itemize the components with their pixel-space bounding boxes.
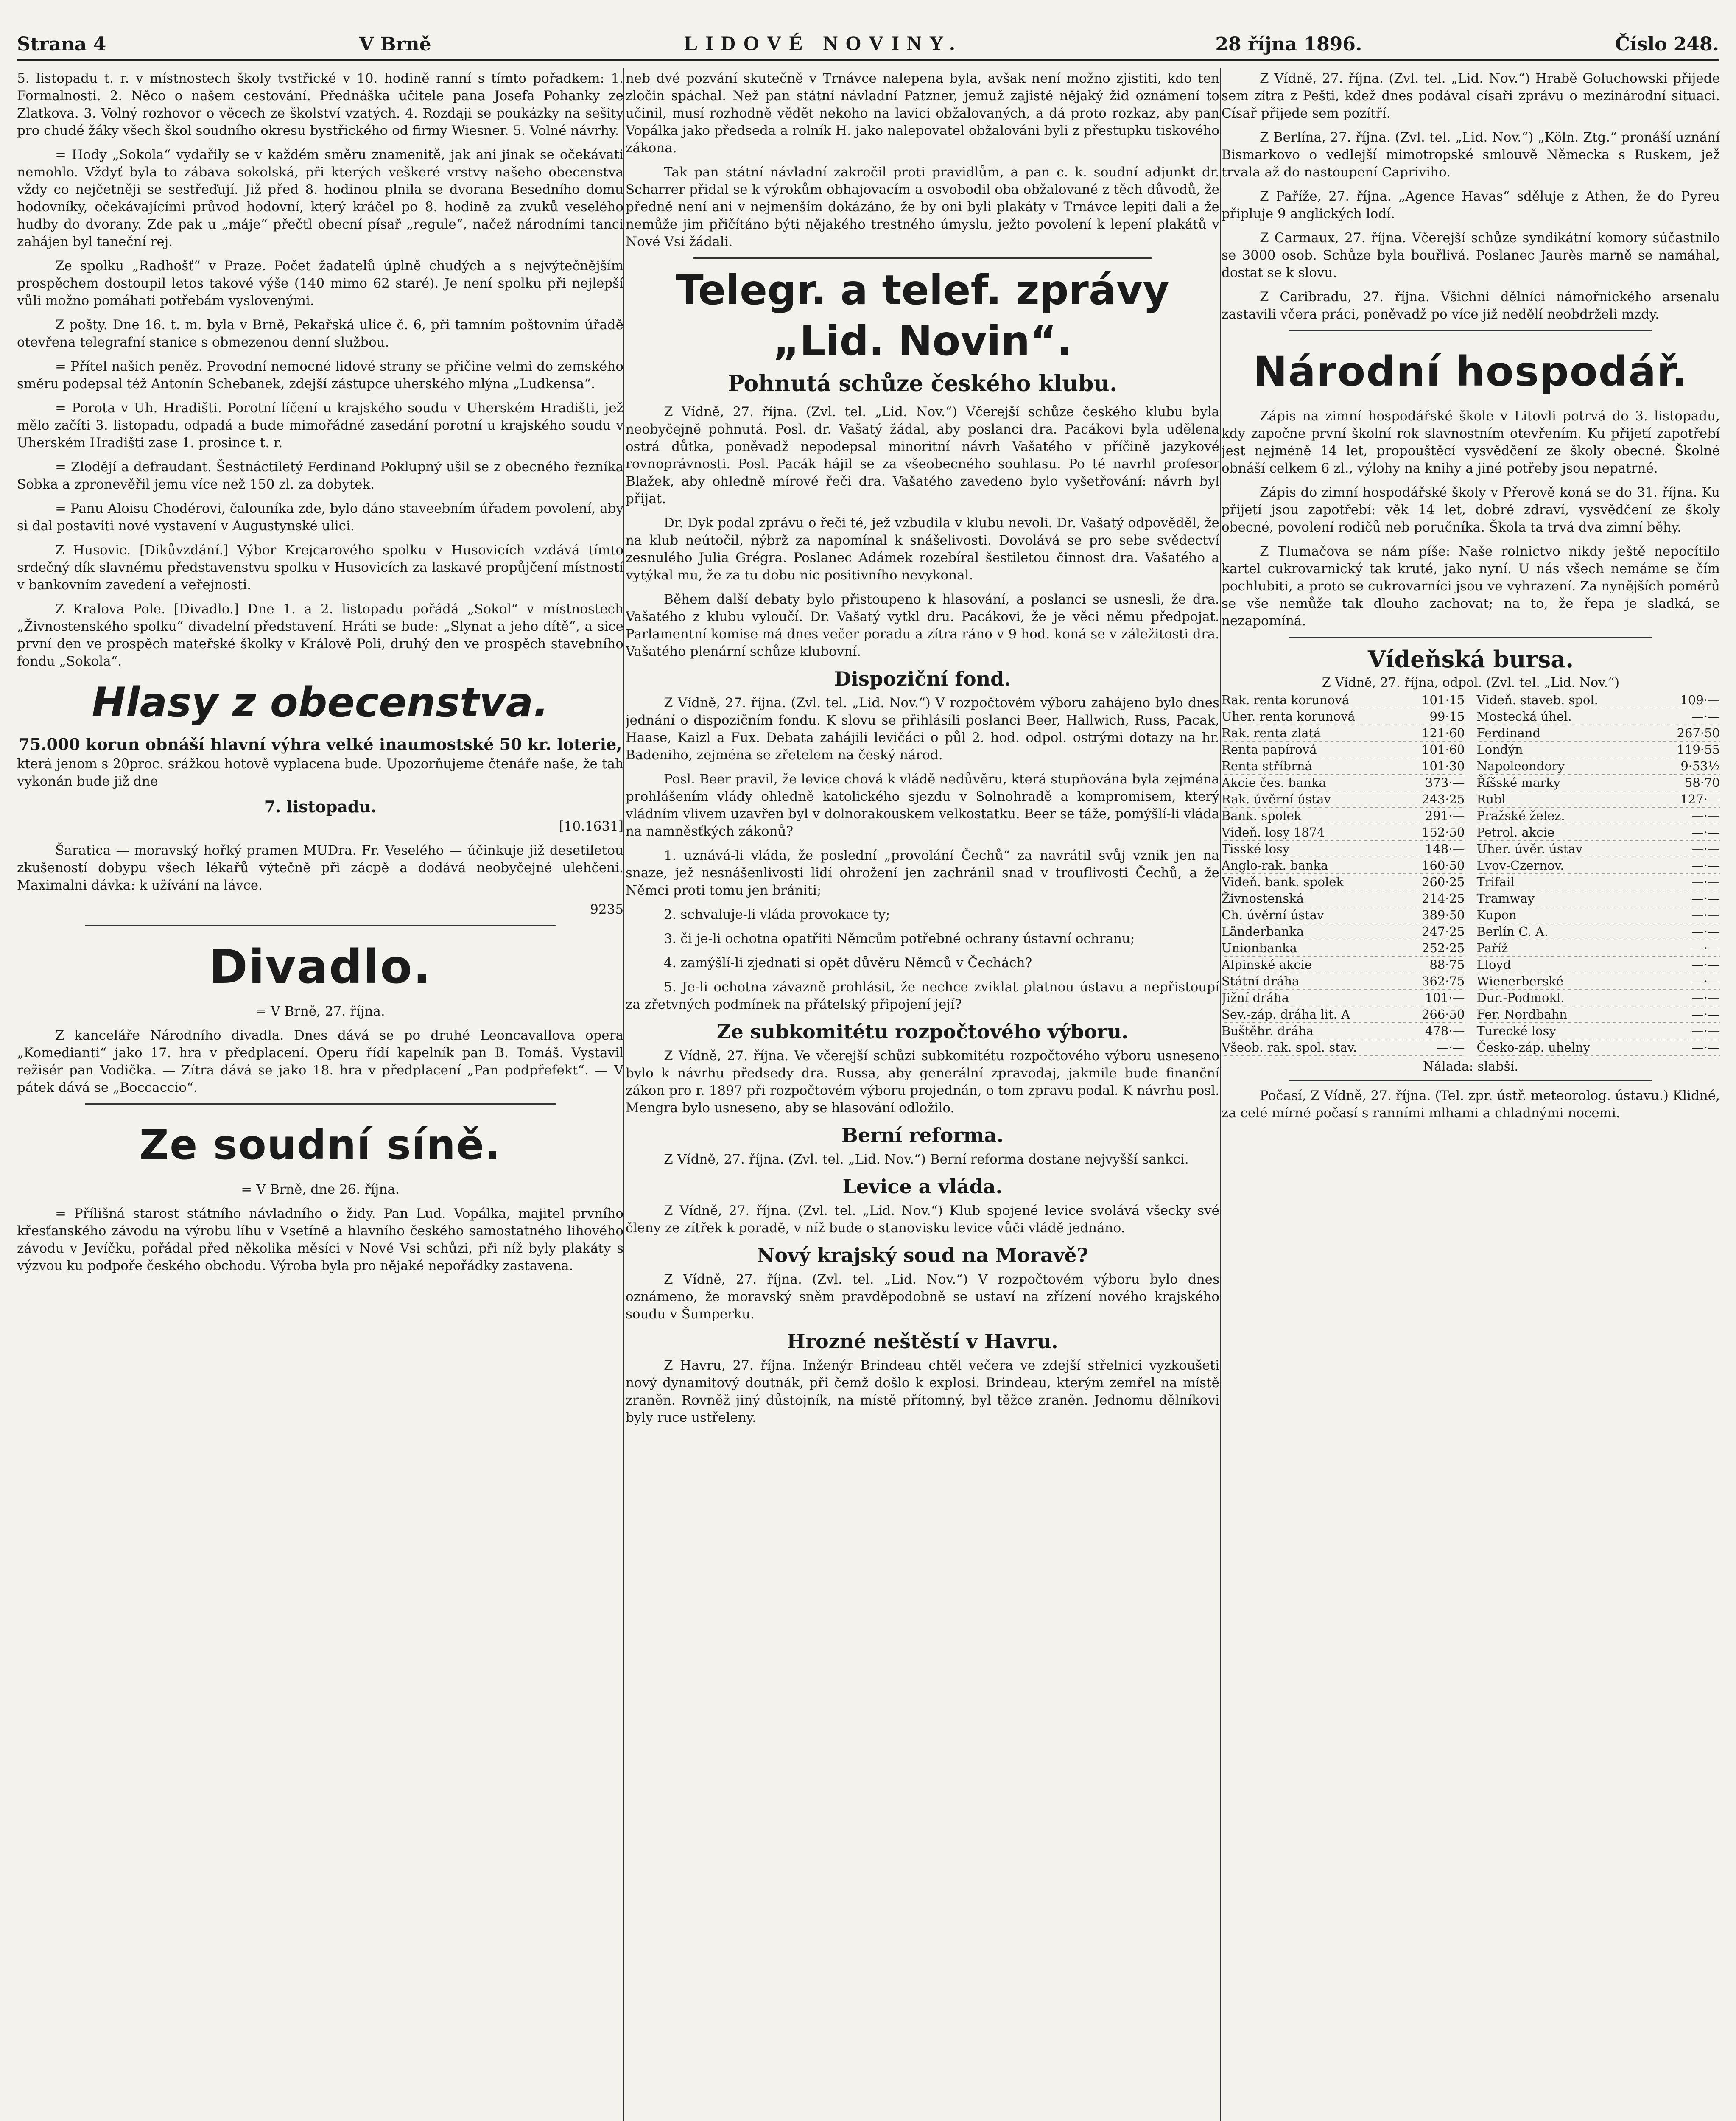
bursa-row <box>1222 775 1465 791</box>
header-rule <box>17 59 1719 61</box>
masthead: LIDOVÉ NOVINY. <box>684 32 962 55</box>
bursa-security-price: 267·50 <box>1677 726 1720 740</box>
bursa-security-name: Česko-záp. uhelny <box>1476 1040 1590 1055</box>
divider <box>85 1103 556 1105</box>
bursa-security-price: —·— <box>1691 1024 1720 1038</box>
bursa-security-price: 373·— <box>1425 775 1465 790</box>
bursa-security-name: Rak. renta zlatá <box>1222 726 1321 740</box>
bursa-row <box>1477 940 1720 957</box>
article-text: Tak pan státní návladní zakročil proti pravidlům, a pan c. k. soudní adjunkt dr. Scharrer přidal se k výrokům obhajovacím a osvobodil oba obžalované z těch důvodů, že předně není ani v nejmenším dokázáno, že by oni byli plakáty v Trnávce lepiti dali a že nemůže jim přičítáno býti nějakého trestného úmyslu, ježto povolení k lepení plakátů v Nové Vsi žádali. <box>626 165 1219 249</box>
bursa-row <box>1477 973 1720 990</box>
bursa-security-name: Uher. úvěr. ústav <box>1476 842 1583 856</box>
page-number: Strana 4 <box>17 34 106 55</box>
bursa-security-price: —·— <box>1691 957 1720 972</box>
bursa-security-name: Říšské marky <box>1476 775 1560 790</box>
bursa-security-name: Sev.-záp. dráha lit. A <box>1222 1007 1350 1021</box>
bursa-row <box>1477 725 1720 742</box>
bursa-security-name: Anglo-rak. banka <box>1222 858 1328 873</box>
bursa-security-price: 119·55 <box>1677 742 1720 757</box>
article-text: Z pošty. Dne 16. t. m. byla v Brně, Pekařská ulice č. 6, při tamním poštovním úřadě otevřena telegrafní stanice s obmezenou denní službou. <box>17 317 623 350</box>
article-text: Z Vídně, 27. října. (Zvl. tel. „Lid. Nov.“) Hrabě Goluchowski přijede sem zítra z Pešti, kdež dnes podával císaři zprávu o mezinárodní situaci. Císař přijede sem pozítří. <box>1222 71 1720 121</box>
bursa-row <box>1477 1039 1720 1056</box>
question-item: 5. Je-li ochotna závazně prohlásit, že nechce zviklat platnou ústavu a nepřistoupí za zřetvných podmínek na přátelský připojení její? <box>626 979 1219 1012</box>
bursa-row <box>1477 857 1720 874</box>
bursa-row <box>1222 1023 1465 1039</box>
bursa-row <box>1477 808 1720 824</box>
bursa-security-name: Bank. spolek <box>1222 809 1302 823</box>
bursa-row <box>1222 791 1465 808</box>
article-text: Z Kralova Pole. [Divadlo.] Dne 1. a 2. listopadu pořádá „Sokol“ v místnostech „Živnostenského spolku“ divadelní představení. Hráti se bude: „Slynat a jeho dítě“, a sice první den ve prospěch mateřské školky v Králově Poli, druhý den ve prospěch stavebního fondu „Sokola“. <box>17 602 623 669</box>
bursa-security-name: Ferdinand <box>1476 726 1541 740</box>
article-text: Z Caribradu, 27. října. Všichni dělníci námořnického arsenalu zastavili včera práci, poněvadž po více již nedělí neobdrželi mzdy. <box>1222 289 1720 322</box>
bursa-security-price: —·— <box>1691 908 1720 922</box>
bursa-security-price: 152·50 <box>1422 825 1465 839</box>
article-text: Z Tlumačova se nám píše: Naše rolnictvo nikdy ještě nepocítilo kartel cukrovarnický tak kruté, jako nyní. U nás všech nemáme se čím pochlubiti, a proto se cukrovarníci jsou ve vyhrazení. Za nynějších poměrů se vše nemůže tak dlouho zachovat; na to, že řepa je sladká, se nezapomíná. <box>1222 544 1720 629</box>
bursa-security-name: Turecké losy <box>1476 1024 1556 1038</box>
bursa-security-name: Londýn <box>1476 742 1523 757</box>
bursa-row <box>1222 973 1465 990</box>
bursa-security-price: —·— <box>1691 891 1720 906</box>
bursa-row <box>1477 890 1720 907</box>
divider <box>1289 637 1652 638</box>
bursa-row <box>1477 742 1720 758</box>
bursa-security-name: Jižní dráha <box>1222 991 1289 1005</box>
bursa-row <box>1222 692 1465 708</box>
lottery-ad-text: která jenom s 20proc. srážkou hotově vyplacena bude. Upozorňujeme čtenáře naše, že tah vykonán bude již dne <box>17 756 623 789</box>
bursa-security-name: Kupon <box>1476 908 1517 922</box>
bursa-row <box>1222 742 1465 758</box>
bursa-security-name: Tramway <box>1476 891 1535 906</box>
article-text: Z Vídně, 27. října. (Zvl. tel. „Lid. Nov.“) Klub spojené levice svolává všecky své členy ze zítřek k poradě, v níž bude o stanovisku levice vůči vládě jednáno. <box>626 1203 1219 1236</box>
bursa-security-price: 88·75 <box>1429 957 1465 972</box>
bursa-security-name: Videň. bank. spolek <box>1222 875 1344 889</box>
bursa-security-price: —·— <box>1691 924 1720 939</box>
bursa-table <box>1222 692 1720 1056</box>
article-text: Dr. Dyk podal zprávu o řeči té, jež vzbudila v klubu nevoli. Dr. Vašatý odpověděl, že na klub neútočil, nýbrž za napomínal k snášelivosti. Dovolává se pro sebe svědectví zesnulého Julia Grégra. Poslanec Adámek rozebíral šestiletou činnost dra. Vašatého a vytýkal mu, že za tu dobu nic positivního nevykonal. <box>626 515 1219 583</box>
bursa-security-name: Mostecká úhel. <box>1476 709 1572 724</box>
bursa-security-price: 478·— <box>1425 1024 1465 1038</box>
section-title-divadlo: Divadlo. <box>209 940 432 994</box>
bursa-row <box>1477 841 1720 857</box>
header-city: V Brně <box>359 34 431 55</box>
bursa-security-name: Videň. losy 1874 <box>1222 825 1325 839</box>
article-text: Posl. Beer pravil, že levice chová k vládě nedůvěru, která stupňována byla zejména prohlášením vlády ohledně katolického sjezdu v Solnohradě a kompromisem, který vládním vlivem uzavřen byl v dolnorakouskem velkostatku. Beer se táže, pomýšlí-li vláda na namněsťkých zákonů? <box>626 772 1219 839</box>
lottery-ad-ref: [10.1631] <box>559 819 623 834</box>
lottery-ad-date: 7. listopadu. <box>264 797 377 816</box>
article-text: Z Paříže, 27. října. „Agence Havas“ sděluje z Athen, že do Pyreu připluje 9 anglických lodí. <box>1222 189 1720 221</box>
bursa-security-name: Lvov-Czernov. <box>1476 858 1564 873</box>
article-text: Z Vídně, 27. října. (Zvl. tel. „Lid. Nov.“) Včerejší schůze českého klubu byla neobyčejně pohnutá. Posl. dr. Vašatý žádal, aby poslanci dra. Pacákovi byla udělena ostrá důtka, poněvadž nepodepsal minoritní návrh Vašatého v příčině jazykové rovnoprávnosti. Posl. Pacák hájil se za všeobecného souhlasu. Po té navrhl profesor Blažek, aby ohledně mírové řeči dra. Vašatého zavedeno bylo vyšetřování: návrh byl přijat. <box>626 404 1219 506</box>
bursa-row <box>1222 758 1465 775</box>
section-title-narodni: Národní hospodář. <box>1253 348 1688 395</box>
bursa-security-price: —·— <box>1691 941 1720 955</box>
question-item: 3. či je-li ochotna opatřiti Němcům potřebné ochrany ústavní ochranu; <box>664 931 1135 946</box>
bursa-row <box>1222 957 1465 973</box>
bursa-security-price: 214·25 <box>1422 891 1465 906</box>
bursa-security-name: Rubl <box>1476 792 1506 806</box>
bursa-security-name: Rak. renta korunová <box>1222 693 1350 707</box>
bursa-row <box>1222 990 1465 1006</box>
bursa-column-right <box>1477 692 1720 1056</box>
bursa-security-price: —·— <box>1691 858 1720 873</box>
bursa-security-name: Petrol. akcie <box>1476 825 1555 839</box>
bursa-security-price: 9·53½ <box>1680 759 1720 773</box>
mineral-water-ad-ref: 9235 <box>590 902 623 917</box>
bursa-security-price: 99·15 <box>1429 709 1465 724</box>
bursa-security-name: Unionbanka <box>1222 941 1297 955</box>
bursa-row <box>1477 692 1720 708</box>
article-text: Zápis do zimní hospodářské školy v Přerově koná se do 31. října. Ku přijetí jsou zapotřebí: věk 14 let, dobré zdraví, vysvědčení ze školy obecné, povolení rodičů neb poručníka. Škola ta trvá dva zimní běhy. <box>1222 485 1720 535</box>
bursa-security-price: —·— <box>1691 1007 1720 1021</box>
article-text: = Hody „Sokola“ vydařily se v každém směru znamenitě, jak ani jinak se očekávati nemohlo. Vždyť byla to zábava sokolská, při kterých veškeré vrstvy našeho obecenstva vždy co nejčetněji se sestřeďují. Již před 8. hodinou plnila se dvorana Besedního domu hodovníky, očekávajícími průvod hodovní, který kráčel po 8. hodině za zvuků veselého hudby do dvorany. Zde pak u „máje“ přečtl obecní písař „regule“, načež národními tanci zahájen byl taneční rej. <box>17 147 623 249</box>
bursa-security-price: —·— <box>1691 842 1720 856</box>
subheading: Hrozné neštěstí v Havru. <box>787 1330 1058 1353</box>
bursa-row <box>1477 824 1720 841</box>
article-text: = Přítel našich peněz. Provodní nemocné lidové strany se přičine velmi do zemského směru podepsal též Antonín Schebanek, zdejší zástupce uherského mlýna „Ludkensa“. <box>17 359 623 392</box>
bursa-security-price: 160·50 <box>1422 858 1465 873</box>
bursa-row <box>1477 907 1720 923</box>
column-divider <box>1220 68 1221 2121</box>
question-item: 4. zamýšlí-li zjednati si opět důvěru Němců v Čechách? <box>664 955 1032 971</box>
bursa-row <box>1222 940 1465 957</box>
bursa-row <box>1477 775 1720 791</box>
bursa-security-name: Alpinské akcie <box>1222 957 1312 972</box>
subheading: Dispoziční fond. <box>834 667 1011 690</box>
bursa-security-name: Renta stříbrná <box>1222 759 1312 773</box>
bursa-row <box>1477 874 1720 890</box>
bursa-row <box>1222 725 1465 742</box>
article-text: Z Vídně, 27. října. (Zvl. tel. „Lid. Nov.“) V rozpočtovém výboru zahájeno bylo dnes jednání o dispozičním fondu. K slovu se přihlásili poslanci Beer, Hallwich, Russ, Pacak, Haase, Kaizl a Fux. Debata zahájili levičáci o půl 2. hod. odpol. ostrými dotazy na hr. Badeniho, zejména se zřetelem na český národ. <box>626 695 1219 763</box>
article-text: = Panu Aloisu Chodérovi, čalouníka zde, bylo dáno staveebním úřadem povolení, aby si dal postaviti nové vystavení v Augustynské ulici. <box>17 501 623 534</box>
bursa-security-name: Renta papírová <box>1222 742 1317 757</box>
bursa-row <box>1477 957 1720 973</box>
article-text: Z Berlína, 27. října. (Zvl. tel. „Lid. Nov.“) „Köln. Ztg.“ pronáší uznání Bismarkovo o vedlejší mimotropské smlouvě Německa s Ruskem, jež trvala až do nastoupení Capriviho. <box>1222 130 1720 180</box>
question-item: 1. uznává-li vláda, že poslední „provolání Čechů“ za navrátil svůj vznik jen na snaze, jež nesnášenlivosti lidí ohrožení jen zachránil snad v trouflivosti Čechů, a že Němci proti tomu jen brániti; <box>626 848 1219 898</box>
article-text: Z kanceláře Národního divadla. Dnes dává se po druhé Leoncavallova opera „Komedianti“ jako 17. hra v předplacení. Operu řídí kapelník pan B. Tomáš. Vystavil režisér pan Vodička. — Zítra dává se jako 18. hra v předplacení „Pan podpřefekt“. — V pátek dává se „Boccaccio“. <box>17 1028 623 1095</box>
bursa-security-name: Trifail <box>1476 875 1515 889</box>
subheading: Pohnutá schůze českého klubu. <box>727 371 1118 397</box>
bursa-security-name: Akcie čes. banka <box>1222 775 1326 790</box>
bursa-row <box>1477 990 1720 1006</box>
bursa-security-name: Tisské losy <box>1222 842 1290 856</box>
bursa-security-price: —·— <box>1691 974 1720 988</box>
bursa-security-name: Paříž <box>1476 941 1508 955</box>
bursa-security-price: —·— <box>1691 709 1720 724</box>
bursa-column-left <box>1222 692 1465 1056</box>
bursa-security-name: Buštěhr. dráha <box>1222 1024 1314 1038</box>
bursa-security-price: 109·— <box>1680 693 1720 707</box>
bursa-security-price: 389·50 <box>1422 908 1465 922</box>
bursa-security-name: Pražské želez. <box>1476 809 1565 823</box>
bursa-security-name: Uher. renta korunová <box>1222 709 1355 724</box>
subheading: Ze subkomitétu rozpočtového výboru. <box>716 1020 1129 1043</box>
bursa-security-price: —·— <box>1691 1040 1720 1055</box>
article-text: 5. listopadu t. r. v místnostech školy tvstřické v 10. hodině ranní s tímto pořadkem: 1. Formalnosti. 2. Něco o našem cestování. Přednáška učitele pana Josefa Pohanky ze Zlatkova. 3. Volný rozhovor o věcech ze školství vzatých. 4. Rozdaji se poukázky na sešity pro chudé žáky všech škol soudního okresu bystřického od firmy Wiesner. 5. Volné návrhy. <box>17 71 623 138</box>
bursa-security-name: Státní dráha <box>1222 974 1300 988</box>
subheading: Nový krajský soud na Moravě? <box>757 1244 1088 1267</box>
bursa-row <box>1222 1006 1465 1023</box>
bursa-row <box>1477 708 1720 725</box>
bursa-security-name: Všeob. rak. spol. stav. <box>1222 1040 1357 1055</box>
bursa-row <box>1222 708 1465 725</box>
dateline: = V Brně, 27. října. <box>255 1004 385 1019</box>
bursa-row <box>1477 1006 1720 1023</box>
bursa-security-price: 247·25 <box>1422 924 1465 939</box>
bursa-security-price: 127·— <box>1680 792 1720 806</box>
bursa-security-name: Rak. úvěrní ústav <box>1222 792 1331 806</box>
divider <box>85 925 556 926</box>
bursa-security-price: —·— <box>1436 1040 1465 1055</box>
article-text: neb dvé pozvání skutečně v Trnávce nalepena byla, avšak není možno zjistiti, kdo ten zločin spáchal. Než pan státní návladní Patzner, jemuž zajisté nějaký žid oznámení to učinil, musí rozhodně vědět nekoho na lavici obžalovaných, a dá proto rozkaz, aby pan Vopálka jako předseda a rolník H. jako nalepovatel obžalováni byli z přestupku tiskového zákona. <box>626 71 1219 156</box>
column-2 <box>626 70 1219 2121</box>
bursa-security-price: 101·15 <box>1422 693 1465 707</box>
bursa-security-price: —·— <box>1691 809 1720 823</box>
lottery-ad-headline: 75.000 korun obnáší hlavní výhra velké inaumostské 50 kr. loterie, <box>18 735 622 754</box>
article-text: Během další debaty bylo přistoupeno k hlasování, a poslanci se usnesli, že dra. Vašatého z klubu vyloučí. Dr. Vašatý vytkl dru. Pacákovi, že je věci němu předpojat. Parlamentní komise má dnes večer poradu a zítra ráno v 9 hod. koná se v záležitosti dra. Vašatého plenární schůze klubovní. <box>626 592 1219 659</box>
dateline: = V Brně, dne 26. října. <box>241 1182 400 1197</box>
bursa-security-price: —·— <box>1691 875 1720 889</box>
bursa-security-price: —·— <box>1691 825 1720 839</box>
bursa-security-name: Dur.-Podmokl. <box>1476 991 1565 1005</box>
bursa-row <box>1477 923 1720 940</box>
bursa-security-name: Wienerberské <box>1476 974 1564 988</box>
bursa-security-name: Fer. Nordbahn <box>1476 1007 1567 1021</box>
bursa-security-name: Živnostenská <box>1222 891 1304 906</box>
bursa-security-price: 101·— <box>1425 991 1465 1005</box>
section-title-telegr: Telegr. a telef. zprávy „Lid. Novin“. <box>676 266 1169 365</box>
article-text: Z Vídně, 27. října. (Zvl. tel. „Lid. Nov.“) Berní reforma dostane nejvyšší sankci. <box>664 1152 1189 1167</box>
bursa-row <box>1477 758 1720 775</box>
bursa-row <box>1477 1023 1720 1039</box>
bursa-security-price: 58·70 <box>1684 775 1720 790</box>
bursa-security-name: Länderbanka <box>1222 924 1304 939</box>
bursa-security-price: 260·25 <box>1422 875 1465 889</box>
article-text: Z Carmaux, 27. října. Včerejší schůze syndikátní komory súčastnilo se 3000 osob. Schůze byla bouřlivá. Poslanec Jaurès marně se namáhal, dostat se k slovu. <box>1222 230 1720 280</box>
weather-report: Počasí, Z Vídně, 27. října. (Tel. zpr. ústř. meteorolog. ústavu.) Klidné, za celé mírné počasí s ranními mlhami a chladnými nocemi. <box>1222 1088 1720 1121</box>
divider <box>1289 1080 1652 1081</box>
column-3 <box>1222 70 1720 2121</box>
bursa-row <box>1222 808 1465 824</box>
article-text: = Zlodějí a defraudant. Šestnáctiletý Ferdinand Poklupný ušil se z obecného řezníka Sobka a zpronevěřil jemu více než 150 zl. za dobytek. <box>17 459 623 492</box>
bursa-security-price: 291·— <box>1425 809 1465 823</box>
article-text: Z Husovic. [Dikůvzdání.] Výbor Krejcarového spolku v Husovicích vzdává tímto srdečný dík slavnému představenstvu spolku v Husovicích za laskavé propůjčení místností v bankovním zavedení a veřejnosti. <box>17 543 623 593</box>
article-text: = Porota v Uh. Hradišti. Porotní líčení u krajského soudu v Uherském Hradišti, jež mělo začíti 3. listopadu, odpadá a bude mimořádné zasedání porotní u krajského soudu v Uherském Hradišti zase 1. prosince t. r. <box>17 400 623 451</box>
bursa-security-price: 101·60 <box>1422 742 1465 757</box>
bursa-dateline: Z Vídně, 27. října, odpol. (Zvl. tel. „Lid. Nov.“) <box>1322 675 1620 690</box>
bursa-security-price: 266·50 <box>1422 1007 1465 1021</box>
bursa-row <box>1222 890 1465 907</box>
section-title-hlasy: Hlasy z obecenstva. <box>92 679 549 726</box>
issue-number: Číslo 248. <box>1615 34 1719 55</box>
bursa-security-name: Lloyd <box>1476 957 1511 972</box>
article-text: = Přílišná starost státního návladního o židy. Pan Lud. Vopálka, majitel prvního křesťanského závodu na výrobu líhu v Vsetíně a hlavního českého samostatného lihového závodu v Jevíčku, pořádal před několika měsíci v Nové Vsi schůzi, při níž byly plakáty s výzvou ku podpoře českého obchodu. Výroba byla pro nějaké nepořádky zastavena. <box>17 1206 623 1273</box>
bursa-security-price: 252·25 <box>1422 941 1465 955</box>
mineral-water-ad: Šaratica — moravský hořký pramen MUDra. Fr. Veselého — účinkuje již desetiletou zkušeností dobypu všech lékařů výtečně při zácpě a dodává neobyčejné ulehčeni. Maximalni dávka: k užívání na lávce. <box>17 843 623 893</box>
subheading: Berní reforma. <box>841 1124 1004 1147</box>
bursa-security-price: 243·25 <box>1422 792 1465 806</box>
divider <box>693 257 1152 259</box>
divider <box>1289 330 1652 331</box>
article-text: Z Vídně, 27. října. Ve včerejší schůzi subkomitétu rozpočtového výboru usneseno bylo k návrhu předsedy dra. Russa, aby generální zpravodaj, jakmile bude finanční zákon pro r. 1897 při rozpočtovém výboru projednán, o tom zpravu podal. K návrhu posl. Mengra bylo usneseno, aby se hlasování odložilo. <box>626 1048 1219 1116</box>
bursa-row <box>1222 1039 1465 1056</box>
bursa-title: Vídeňská bursa. <box>1367 646 1574 673</box>
page-header <box>17 21 1719 55</box>
subheading: Levice a vláda. <box>842 1175 1003 1198</box>
bursa-security-name: Ch. úvěrní ústav <box>1222 908 1324 922</box>
column-1 <box>17 70 623 2121</box>
bursa-security-price: 101·30 <box>1422 759 1465 773</box>
bursa-row <box>1222 923 1465 940</box>
bursa-security-price: 148·— <box>1425 842 1465 856</box>
article-text: Zápis na zimní hospodářské škole v Litovli potrvá do 3. listopadu, kdy započne první školní rok slavnostním otevřením. Ku přijetí zapotřebí jest nejméně 14 let, propouštěcí vysvědčení ze školy obecné. Školné obnáší celkem 6 zl., výlohy na knihy a jiné potřeby jsou nepatrné. <box>1222 409 1720 476</box>
article-text: Z Havru, 27. října. Inženýr Brindeau chtěl večera ve zdejší střelnici vyzkoušeti nový dynamitový doutnák, při čemž došlo k explosi. Brindeau, kterým zemřel na místě zraněn. Rovněž jiný důstojník, na místě přítomný, byl těžce zraněn. Jednomu dělníkovi byly ruce ustřeleny. <box>626 1358 1219 1425</box>
bursa-mood: Nálada: slabší. <box>1423 1059 1518 1074</box>
bursa-row <box>1477 791 1720 808</box>
bursa-security-name: Berlín C. A. <box>1476 924 1549 939</box>
section-title-soud: Ze soudní síně. <box>139 1121 501 1169</box>
bursa-security-name: Videň. staveb. spol. <box>1476 693 1598 707</box>
bursa-row <box>1222 907 1465 923</box>
bursa-security-price: 121·60 <box>1422 726 1465 740</box>
issue-date: 28 října 1896. <box>1215 34 1362 55</box>
bursa-row <box>1222 841 1465 857</box>
article-text: Z Vídně, 27. října. (Zvl. tel. „Lid. Nov.“) V rozpočtovém výboru bylo dnes oznámeno, že moravský sněm pravděpodobně se ustaví na zřízení nového krajského soudu v Šumperku. <box>626 1272 1219 1322</box>
bursa-row <box>1222 857 1465 874</box>
bursa-row <box>1222 874 1465 890</box>
bursa-security-name: Napoleondory <box>1476 759 1565 773</box>
article-text: Ze spolku „Radhošť“ v Praze. Počet žadatelů úplně chudých a s nejvýtečnějším prospěchem dostoupil letos takové výše (140 mimo 62 staré). Je není spolku při nejlepší vůli možno pomáhati potřebám vyslovenými. <box>17 258 623 308</box>
bursa-security-price: 362·75 <box>1422 974 1465 988</box>
question-item: 2. schvaluje-li vláda provokace ty; <box>664 907 890 922</box>
bursa-security-price: —·— <box>1691 991 1720 1005</box>
bursa-row <box>1222 824 1465 841</box>
